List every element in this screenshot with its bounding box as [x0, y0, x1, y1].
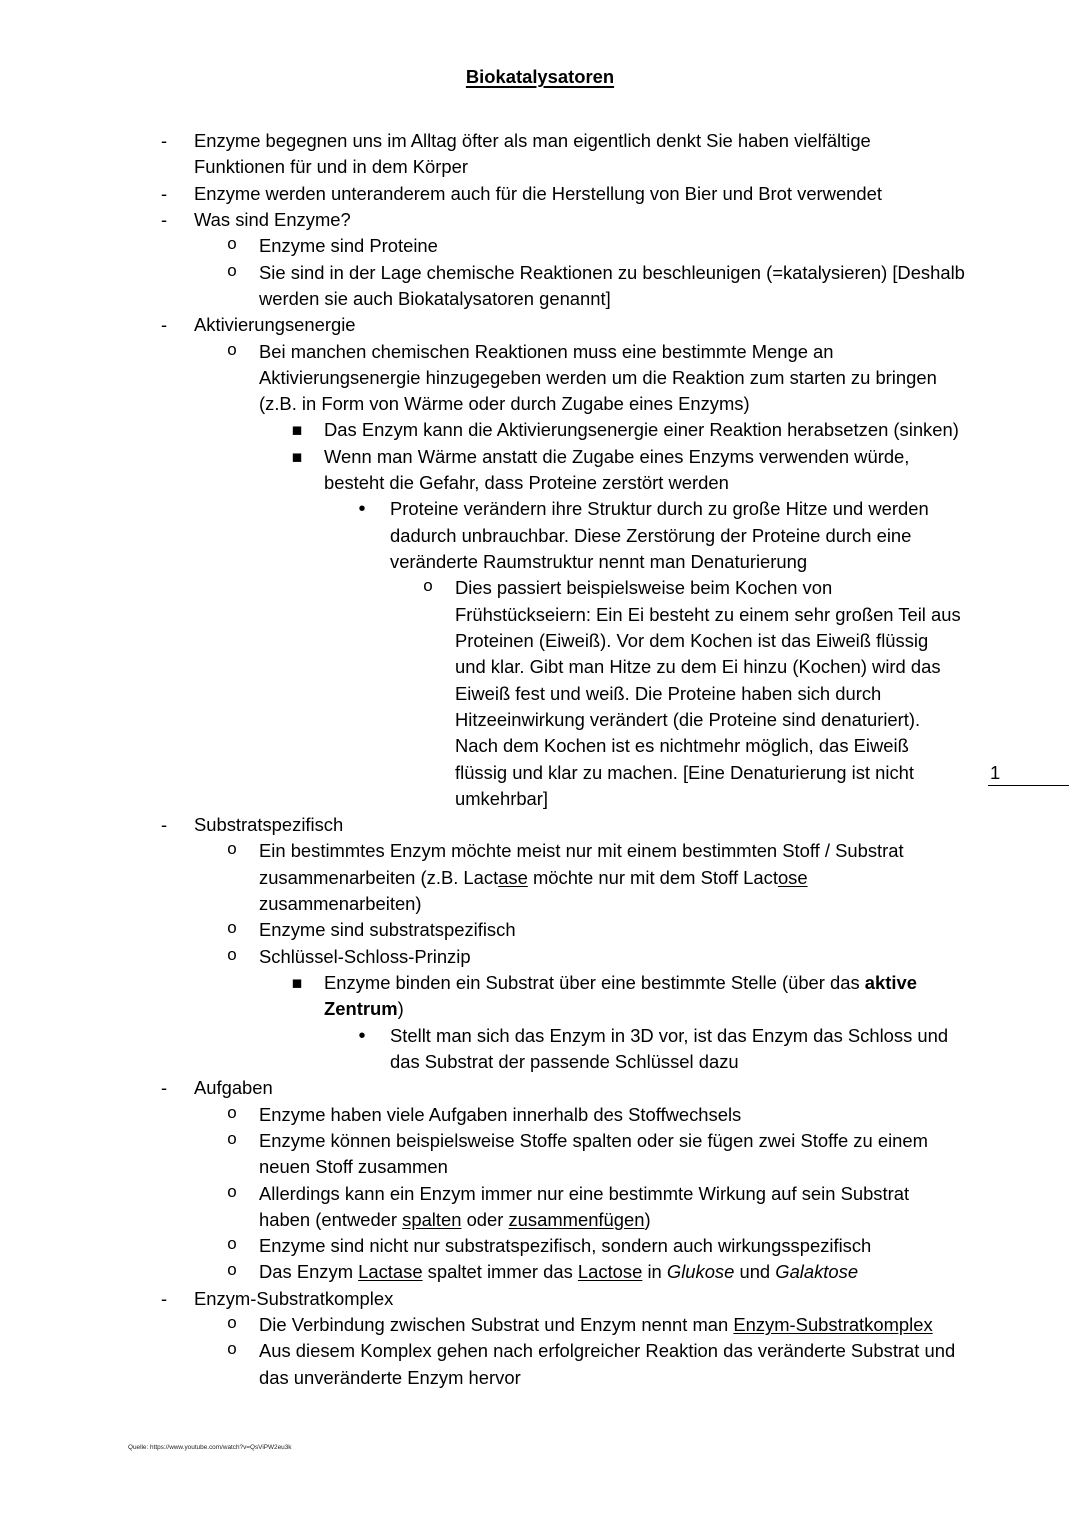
dash-bullet: - [160, 314, 168, 336]
circle-bullet: o [226, 1236, 238, 1256]
dash-bullet: - [160, 130, 168, 151]
text-line: Das Enzym kann die Aktivierungsenergie einer Reaktion herabsetzen (sinken) [324, 419, 959, 441]
text-line: veränderte Raumstruktur nennt man Denaturierung [390, 551, 808, 572]
dot-bullet: • [358, 498, 366, 521]
outline-subitem [0, 944, 1080, 1076]
text-line: besteht die Gefahr, dass Proteine zerstört werden [324, 472, 729, 494]
item-text [0, 1312, 1080, 1338]
text-segment: Das Enzym [259, 1261, 359, 1283]
outline-subitem [0, 575, 1080, 812]
outline-subitem [0, 1233, 1080, 1259]
underlined-term: ose [777, 866, 808, 888]
underlined-term: Enzym-Substratkomplex [733, 1314, 933, 1336]
underlined-term: spalten [402, 1208, 462, 1230]
circle-bullet: o [226, 1315, 238, 1335]
bold-term: Zentrum [324, 998, 398, 1020]
circle-bullet: o [226, 236, 238, 256]
outline-subitem [0, 417, 1080, 443]
text-line: Enzym-Substratkomplex [194, 1287, 394, 1309]
outline-subitem [0, 917, 1080, 943]
outline-subitem [0, 1312, 1080, 1338]
text-segment: oder [461, 1208, 509, 1230]
outline-section [0, 1286, 1080, 1391]
nested-list [0, 339, 1080, 813]
text-line: zusammenarbeiten) [259, 893, 422, 915]
text-line: Wenn man Wärme anstatt die Zugabe eines Enzyms verwenden würde, [324, 445, 910, 467]
item-text [0, 838, 1080, 917]
outline-subitem [0, 970, 1080, 1075]
page-number: 1 [988, 760, 1069, 786]
circle-bullet: o [226, 1262, 238, 1282]
outline-section [0, 1075, 1080, 1286]
circle-bullet: o [226, 1104, 238, 1124]
text-line: Proteinen (Eiweiß). Vor dem Kochen ist das Eiweiß flüssig [455, 629, 929, 651]
text-line [324, 996, 1080, 1022]
item-text [0, 1102, 1080, 1128]
square-bullet: ▪ [291, 420, 303, 441]
text-line [259, 1312, 1080, 1338]
text-segment: spaltet immer das [422, 1261, 578, 1283]
item-text [0, 233, 1080, 259]
text-line: Bei manchen chemischen Reaktionen muss eine bestimmte Menge an [259, 340, 834, 362]
circle-bullet: o [226, 946, 238, 966]
text-line: flüssig und klar zu machen. [Eine Denaturierung ist nicht [455, 761, 914, 783]
text-line: Was sind Enzyme? [194, 208, 351, 230]
outline-section [0, 181, 1080, 207]
nested-list [0, 575, 1080, 812]
circle-bullet: o [226, 841, 238, 861]
text-line: Proteine verändern ihre Struktur durch zu große Hitze und werden [390, 498, 929, 520]
circle-bullet: o [226, 1130, 238, 1150]
outline-subitem [0, 1181, 1080, 1234]
item-text [0, 917, 1080, 943]
dash-bullet: - [160, 1287, 168, 1309]
outline-section [0, 812, 1080, 1075]
circle-bullet: o [422, 578, 434, 598]
item-text [0, 444, 1080, 497]
outline-subitem [0, 1259, 1080, 1285]
outline-subitem [0, 1023, 1080, 1076]
text-line: Aus diesem Komplex gehen nach erfolgreicher Reaktion das veränderte Substrat und [259, 1340, 956, 1362]
text-line: und klar. Gibt man Hitze zu dem Ei hinzu (Kochen) wird das [455, 656, 941, 678]
outline-subitem [0, 233, 1080, 259]
page-title [0, 64, 1080, 90]
circle-bullet: o [226, 341, 238, 361]
square-bullet: ▪ [291, 973, 303, 993]
text-segment: und [734, 1261, 776, 1283]
item-text [0, 1233, 1080, 1259]
text-line: Enzyme sind Proteine [259, 235, 438, 257]
text-line: Substratspezifisch [194, 814, 344, 836]
nested-list [0, 970, 1080, 1075]
nested-list [0, 1102, 1080, 1286]
text-line: Hitzeeinwirkung verändert (die Proteine sind denaturiert). [455, 708, 921, 730]
text-line: Eiweiß fest und weiß. Die Proteine haben sich durch [455, 682, 882, 704]
underlined-term: Lactose [577, 1261, 643, 1283]
text-line: umkehrbar] [455, 787, 549, 809]
text-line: Schlüssel-Schloss-Prinzip [259, 945, 471, 967]
text-line: Sie sind in der Lage chemische Reaktionen zu beschleunigen (=katalysieren) [Deshalb [259, 261, 965, 283]
outline-subitem [0, 339, 1080, 813]
text-segment: haben (entweder [259, 1208, 403, 1230]
text-line: dadurch unbrauchbar. Diese Zerstörung der Proteine durch eine [390, 524, 912, 546]
text-segment: Enzyme binden ein Substrat über eine bestimmte Stelle (über das [324, 972, 865, 993]
text-line: Enzyme können beispielsweise Stoffe spalten oder sie fügen zwei Stoffe zu einem [259, 1129, 928, 1151]
text-line: das unveränderte Enzym hervor [259, 1366, 521, 1388]
page-title-text: Biokatalysatoren [465, 66, 615, 87]
underlined-term: ase [498, 866, 528, 888]
nested-list [0, 1312, 1080, 1391]
text-segment: möchte nur mit dem Stoff Lact [527, 866, 778, 888]
underlined-term: zusammenfügen [508, 1208, 645, 1230]
outline-subitem [0, 444, 1080, 812]
text-line: Enzyme sind nicht nur substratspezifisch, sondern auch wirkungsspezifisch [259, 1235, 872, 1257]
italic-term: Glukose [666, 1261, 735, 1283]
nested-list [0, 233, 1080, 312]
underlined-term: Lactase [358, 1261, 423, 1283]
text-line [324, 970, 1080, 996]
item-text [0, 970, 1080, 1023]
text-line: Funktionen für und in dem Körper [194, 156, 468, 178]
circle-bullet: o [226, 262, 238, 282]
circle-bullet: o [226, 920, 238, 940]
nested-list [0, 496, 1080, 812]
nested-list [0, 1023, 1080, 1076]
text-line: Nach dem Kochen ist es nichtmehr möglich, das Eiweiß [455, 735, 909, 757]
text-line: Allerdings kann ein Enzym immer nur eine bestimmte Wirkung auf sein Substrat [259, 1182, 910, 1204]
text-line: Aufgaben [194, 1077, 273, 1099]
circle-bullet: o [226, 1341, 238, 1361]
text-line: (z.B. in Form von Wärme oder durch Zugabe eines Enzyms) [259, 393, 750, 415]
text-line: neuen Stoff zusammen [259, 1156, 448, 1178]
outline-subitem [0, 496, 1080, 812]
item-text [0, 1181, 1080, 1234]
text-segment: zusammenarbeiten (z.B. Lact [259, 866, 499, 888]
outline-subitem [0, 1128, 1080, 1181]
outline-subitem [0, 1102, 1080, 1128]
text-segment: ) [397, 998, 404, 1020]
text-line: Aktivierungsenergie [194, 314, 356, 336]
text-line [259, 1207, 1080, 1233]
outline-section [0, 128, 1080, 181]
text-segment: in [642, 1261, 667, 1283]
italic-term: Galaktose [775, 1261, 859, 1283]
outline-section [0, 207, 1080, 312]
text-line: Enzyme begegnen uns im Alltag öfter als man eigentlich denkt Sie haben vielfältige [194, 130, 871, 151]
item-text [0, 339, 1080, 418]
text-line [259, 1259, 1080, 1285]
text-line: Enzyme sind substratspezifisch [259, 919, 516, 941]
item-text [0, 575, 1080, 812]
item-text [0, 944, 1080, 970]
item-text [0, 1338, 1080, 1391]
text-segment: Die Verbindung zwischen Substrat und Enzym nennt man [259, 1314, 734, 1336]
nested-list [0, 838, 1080, 1075]
bullet-outline [0, 128, 1080, 1391]
text-line: Enzyme werden unteranderem auch für die Herstellung von Bier und Brot verwendet [194, 182, 882, 204]
text-line: Enzyme haben viele Aufgaben innerhalb des Stoffwechsels [259, 1103, 742, 1125]
circle-bullet: o [226, 1183, 238, 1203]
text-line: Ein bestimmtes Enzym möchte meist nur mit einem bestimmten Stoff / Substrat [259, 840, 904, 862]
dot-bullet: • [358, 1024, 366, 1047]
square-bullet: ▪ [291, 446, 303, 467]
item-text [0, 496, 1080, 575]
dash-bullet: - [160, 208, 168, 230]
outline-subitem [0, 838, 1080, 917]
outline-subitem [0, 260, 1080, 313]
bold-term: aktive [864, 972, 917, 993]
text-line: das Substrat der passende Schlüssel dazu [390, 1050, 739, 1072]
text-line: Aktivierungsenergie hinzugegeben werden um die Reaktion zum starten zu bringen [259, 366, 937, 388]
text-line: werden sie auch Biokatalysatoren genannt] [259, 287, 611, 309]
text-line: Frühstückseiern: Ein Ei besteht zu einem sehr großen Teil aus [455, 603, 961, 625]
item-text [0, 1259, 1080, 1285]
item-text [0, 260, 1080, 313]
text-segment: ) [644, 1208, 651, 1230]
item-text [0, 417, 1080, 443]
outline-section [0, 312, 1080, 812]
dash-bullet: - [160, 814, 168, 836]
item-text [0, 1023, 1080, 1076]
dash-bullet: - [160, 1077, 168, 1099]
item-text [0, 1128, 1080, 1181]
outline-subitem [0, 1338, 1080, 1391]
source-citation: Quelle: https://www.youtube.com/watch?v=QsViPW2eu3k [128, 1444, 292, 1451]
text-line [259, 865, 1080, 891]
text-line: Dies passiert beispielsweise beim Kochen von [455, 577, 833, 599]
dash-bullet: - [160, 182, 168, 204]
text-line: Stellt man sich das Enzym in 3D vor, ist das Enzym das Schloss und [390, 1024, 949, 1046]
nested-list [0, 417, 1080, 812]
